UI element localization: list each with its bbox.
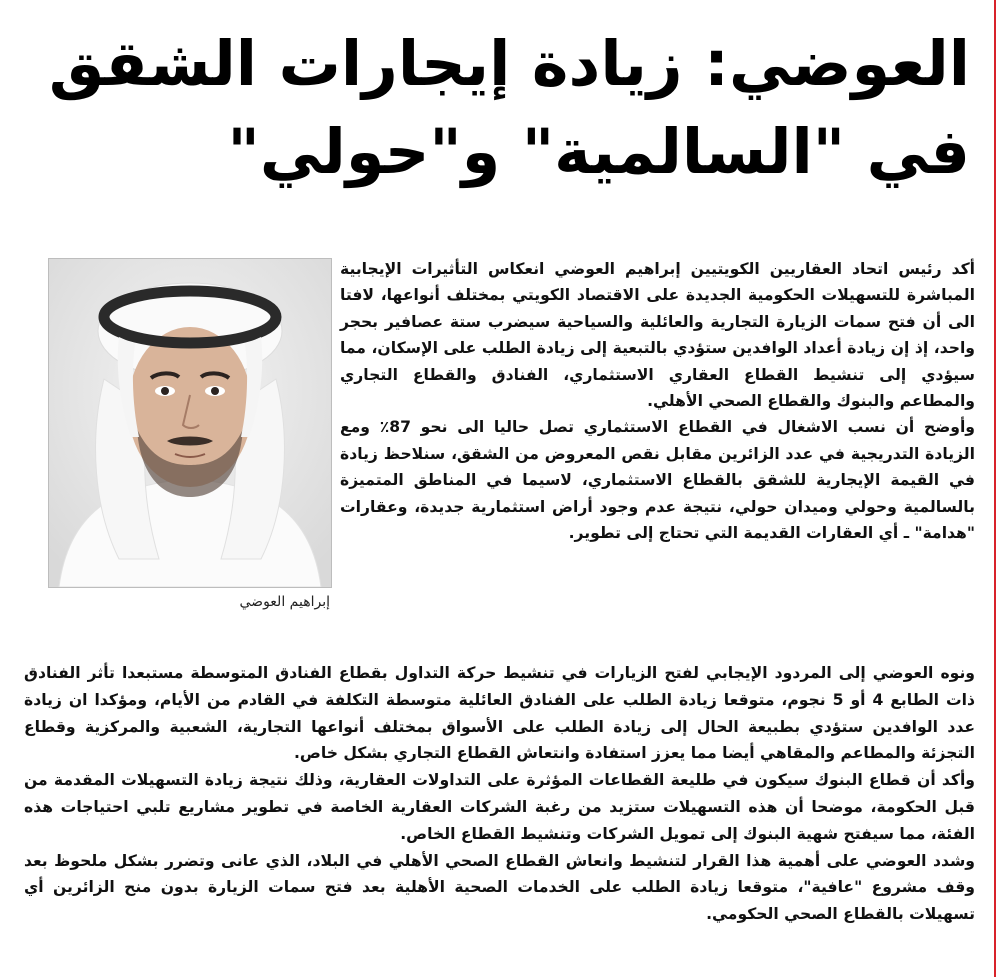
photo-caption: إبراهيم العوضي [239, 594, 330, 610]
headline-line-1: العوضي: زيادة إيجارات الشقق [48, 27, 970, 100]
portrait-photo [48, 258, 332, 588]
portrait-illustration [49, 259, 331, 587]
page-edge-rule [994, 0, 996, 977]
headline [40, 20, 970, 196]
article-column-bottom [24, 660, 975, 928]
article-column-top [340, 256, 975, 546]
article-paragraph-3: ونوه العوضي إلى المردود الإيجابي لفتح الزيارات في تنشيط حركة التداول بقطاع الفنادق المتوسطة مستبعدا تأثر الفنادق ذات الطابع 4 أو 5 نجوم، متوقعا زيادة الطلب على الفنادق العائلية متوسطة التكلفة في القادم من الأيام، ومؤكدا ان زيادة عدد الوافدين ستؤدي بطبيعة الحال إلى زيادة الطلب على الأسواق بمختلف أنواعها التجارية، الشعبية والمركزية وقطاع التجزئة والمطاعم والمقاهي أيضا مما يعزز استفادة وانتعاش القطاع التجاري بشكل خاص. [24, 664, 975, 763]
article-paragraph-2: وأوضح أن نسب الاشغال في القطاع الاستثماري تصل حاليا الى نحو 87٪ ومع الزيادة التدريجية في عدد الزائرين مقابل نقص المعروض من الشقق، سنلاحظ زيادة في القيمة الإيجارية للشقق بالقطاع الاستثماري، لاسيما في المناطق المتميزة بالسالمية وحولي وميدان حولي، نتيجة عدم وجود أراض استثمارية جديدة، وعقارات "هدامة" ـ أي العقارات القديمة التي تحتاج إلى تطوير. [340, 418, 975, 543]
article-paragraph-4: وأكد أن قطاع البنوك سيكون في طليعة القطاعات المؤثرة على التداولات العقارية، وذلك نتيجة زيادة التسهيلات المقدمة من قبل الحكومة، موضحا أن هذه التسهيلات ستزيد من رغبة الشركات العقارية الخاصة في تطوير مشاريع تلبي احتياجات هذه الفئة، مما سيفتح شهية البنوك إلى تمويل الشركات وتنشيط القطاع الخاص. [24, 771, 975, 843]
article-paragraph-5: وشدد العوضي على أهمية هذا القرار لتنشيط وانعاش القطاع الصحي الأهلي في البلاد، الذي عانى وتضرر بشكل ملحوظ بعد وقف مشروع "عافية"، متوقعا زيادة الطلب على الخدمات الصحية الأهلية بعد فتح سمات الزيارة بدون منح الزائرين أي تسهيلات بالقطاع الصحي الحكومي. [24, 851, 975, 924]
article-paragraph-1: أكد رئيس اتحاد العقاريين الكويتيين إبراهيم العوضي انعكاس التأثيرات الإيجابية المباشرة للتسهيلات الحكومية الجديدة على الاقتصاد الكويتي بمختلف أنواعها، لافتا الى أن فتح سمات الزيارة التجارية والعائلية والسياحية سيضرب ستة عصافير بحجر واحد، إذ إن زيادة أعداد الوافدين ستؤدي بالتبعية إلى زيادة الطلب على الإسكان، مما سيؤدي إلى تنشيط القطاع العقاري الاستثماري، الفنادق والقطاع التجاري والمطاعم والبنوك والقطاع الصحي الأهلي. [340, 260, 975, 411]
headline-line-2: في "السالمية" و"حولي" [227, 115, 970, 188]
